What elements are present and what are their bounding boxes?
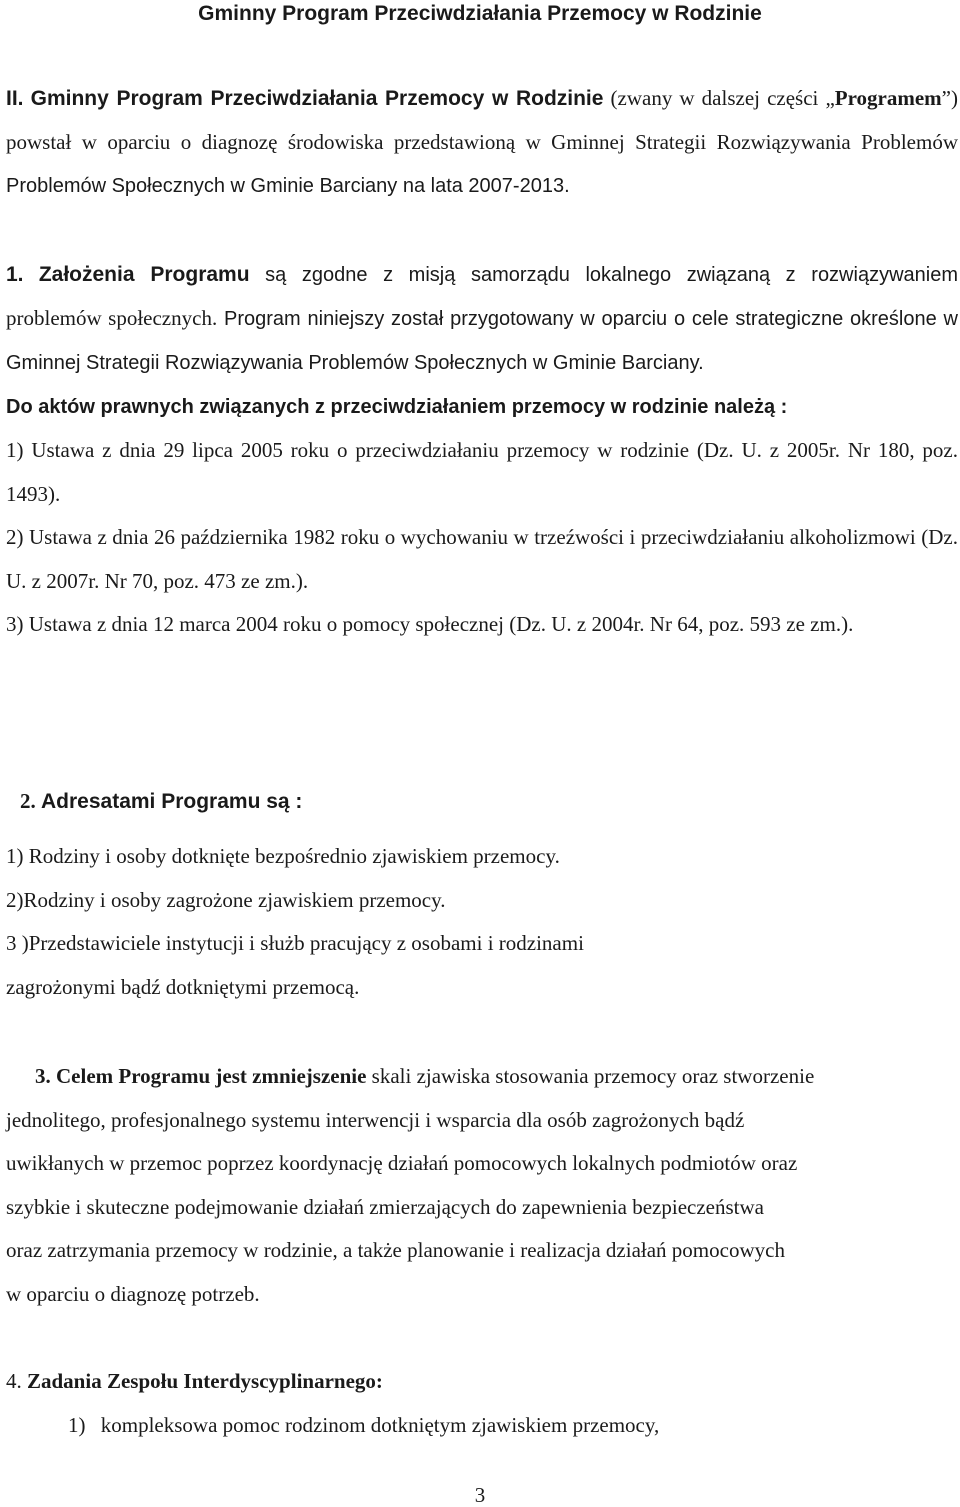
section-3-line-1-text: skali zjawiska stosowania przemocy oraz stworzenie — [366, 1064, 815, 1088]
section-3-heading: Celem Programu jest zmniejszenie — [56, 1064, 367, 1088]
task-item-1-text: kompleksowa pomoc rodzinom dotkniętym zjawiskiem przemocy, — [100, 1413, 660, 1437]
intro-number: II. — [6, 87, 24, 110]
section-3-number: 3. — [35, 1064, 51, 1088]
section-3-line-5: oraz zatrzymania przemocy w rodzinie, a także planowanie i realizacja działań pomocowych — [6, 1238, 785, 1262]
addressee-item-3: 3 )Przedstawiciele instytucji i służb pracujący z osobami i rodzinami — [6, 931, 584, 955]
section-1-text-2: problemów społecznych. — [6, 305, 218, 330]
legal-act-2: 2) Ustawa z dnia 26 października 1982 roku o wychowaniu w trzeźwości i przeciwdziałaniu alkoholizmowi (Dz. U. z 2007r. Nr 70, poz. 473 ze zm.). — [6, 525, 958, 593]
section-2-title: Adresatami Programu są : — [41, 790, 303, 813]
section-4-number: 4. — [6, 1369, 22, 1393]
legal-acts-heading: Do aktów prawnych związanych z przeciwdziałaniem przemocy w rodzinie należą : — [6, 395, 788, 418]
intro-text-2: ”) powstał w oparciu o diagnozę środowiska przedstawioną w Gminnej Strategii Rozwiązywania Problemów — [6, 86, 958, 154]
section-4-heading — [6, 1360, 958, 1404]
legal-act-1: 1) Ustawa z dnia 29 lipca 2005 roku o przeciwdziałaniu przemocy w rodzinie (Dz. U. z 2005r. Nr 180, poz. 1493). — [6, 438, 958, 506]
section-2-heading — [20, 780, 960, 824]
intro-program-term: Programem — [834, 86, 942, 110]
section-1-text-1: są zgodne z misją samorządu lokalnego związaną z rozwiązywaniem — [249, 264, 958, 286]
section-3-line-2: jednolitego, profesjonalnego systemu interwencji i wsparcia dla osób zagrożonych bądź — [6, 1107, 745, 1132]
intro-text-3: Problemów Społecznych w Gminie Barciany na lata 2007-2013. — [6, 175, 570, 197]
section-4-list — [68, 1404, 948, 1448]
section-4-title: Zadania Zespołu Interdyscyplinarnego: — [27, 1369, 383, 1393]
section-3 — [6, 1055, 958, 1316]
section-1-heading: Założenia Programu — [38, 263, 250, 286]
section-1-number: 1. — [6, 263, 24, 286]
task-item-1 — [68, 1404, 948, 1448]
addressee-item-1: 1) Rodziny i osoby dotknięte bezpośrednio zjawiskiem przemocy. — [6, 844, 560, 868]
page-title: Gminny Program Przeciwdziałania Przemocy w Rodzinie — [198, 2, 762, 25]
section-1-text-3: Program niniejszy został przygotowany w oparciu o cele strategiczne określone w Gminnej Strategii Rozwiązywania Problemów Społecznych w Gminie Barciany. — [6, 307, 958, 374]
section-2-list — [6, 835, 958, 1009]
legal-act-3: 3) Ustawa z dnia 12 marca 2004 roku o pomocy społecznej (Dz. U. z 2004r. Nr 64, poz. 593 ze zm.). — [6, 612, 854, 636]
task-item-1-number: 1) — [68, 1413, 86, 1437]
section-1-line-1 — [6, 253, 958, 297]
section-2-number: 2. — [20, 789, 36, 813]
addressee-item-4: zagrożonymi bądź dotkniętymi przemocą. — [6, 974, 360, 999]
intro-text-1: (zwany w dalszej części „ — [603, 86, 835, 110]
intro-paragraph — [6, 77, 958, 209]
section-3-line-6: w oparciu o diagnozę potrzeb. — [6, 1281, 260, 1306]
section-1-body — [6, 297, 958, 386]
section-3-line-1 — [6, 1055, 958, 1099]
page-number: 3 — [474, 1483, 486, 1507]
section-3-line-3: uwikłanych w przemoc poprzez koordynację działań pomocowych lokalnych podmiotów oraz — [6, 1151, 798, 1175]
addressee-item-2: 2)Rodziny i osoby zagrożone zjawiskiem przemocy. — [6, 887, 446, 912]
intro-program-name: Gminny Program Przeciwdziałania Przemocy w Rodzinie — [30, 87, 604, 110]
section-3-line-4: szybkie i skuteczne podejmowanie działań zmierzających do zapewnienia bezpieczeństwa — [6, 1194, 764, 1219]
section-1 — [6, 253, 958, 647]
